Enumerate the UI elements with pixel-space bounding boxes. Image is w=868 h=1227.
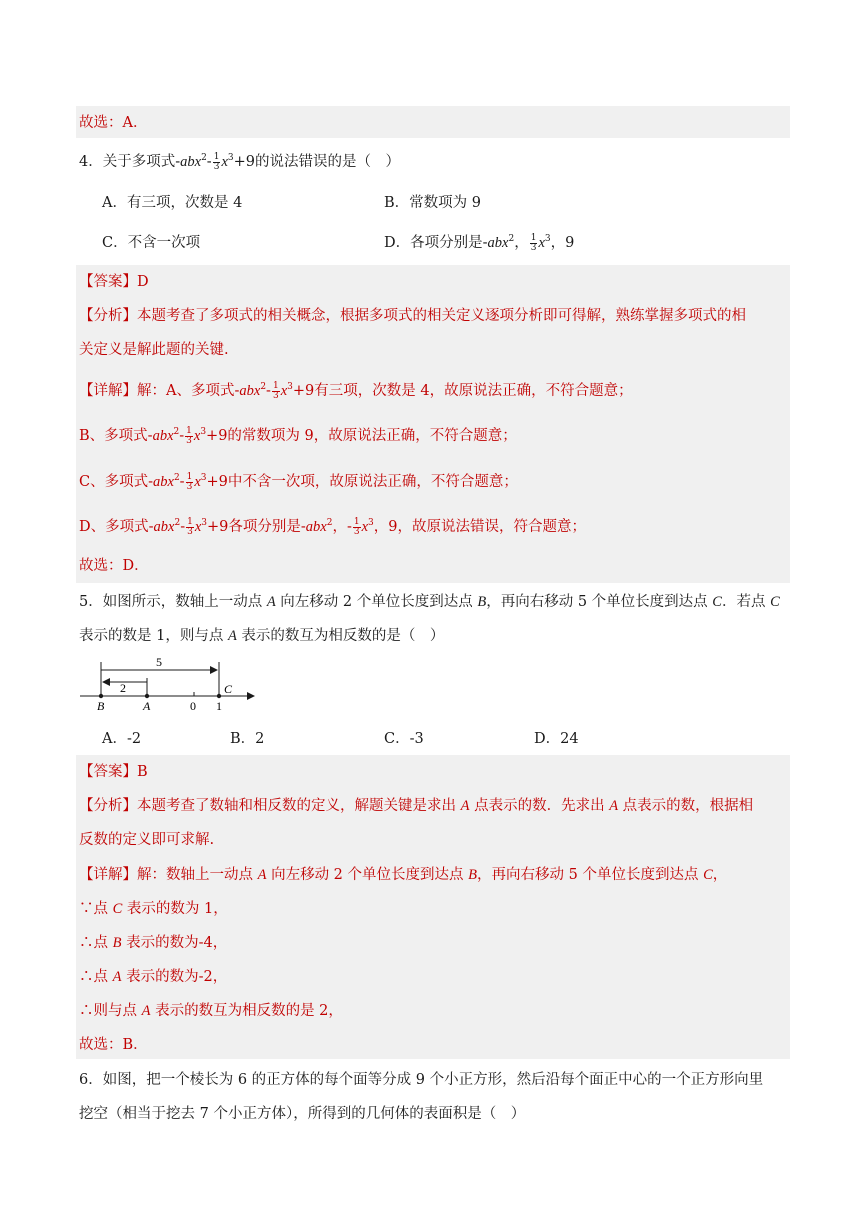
q4-analysis-line-1: 【分析】本题考查了多项式的相关概念，根据多项式的相关定义逐项分析即可得解，熟练掌握多项式的相 [79, 308, 746, 324]
label-b: B [97, 699, 105, 713]
label-0: 0 [190, 699, 196, 713]
q5-option-b: B．2 [230, 731, 265, 747]
label-2: 2 [120, 681, 126, 695]
q5-detail-line-4: ∴点 A 表示的数为-2， [79, 969, 228, 985]
q4-stem: 4．关于多项式-abx$^2$- $\frac{1}{3}$ $x^3+9$的说法错误的是（ ） [79, 151, 400, 172]
q5-analysis-line-2: 反数的定义即可求解. [79, 832, 215, 848]
q5-analysis-line-1: 【分析】本题考查了数轴和相反数的定义，解题关键是求出 A 点表示的数．先求出 A 点表示的数，根据相 [79, 798, 754, 814]
q4-detail-line-4: D、多项式-abx$^2$- $\frac{1}{3}$ $x^3+9$各项分别是-abx$^2$，- $\frac{1}{3}$ $x^3$，9，故原说法错误，符合题意； [79, 516, 587, 537]
q4-detail-line-1: 【详解】解：A、多项式-abx$^2$- $\frac{1}{3}$ $x^3+9$有三项，次数是 4，故原说法正确，不符合题意； [79, 380, 633, 401]
label-1: 1 [216, 699, 222, 713]
point-c [217, 694, 221, 698]
prev-conclusion: 故选：A． [79, 115, 148, 131]
q4-option-a: A．有三项，次数是 4 [102, 195, 243, 211]
q4-detail-line-2: B、多项式-abx$^2$- $\frac{1}{3}$ $x^3+9$的常数项为 9，故原说法正确，不符合题意； [79, 425, 517, 446]
q5-detail-line-1: 【详解】解：数轴上一动点 A 向左移动 2 个单位长度到达点 B，再向右移动 5 个单位长度到达点 C， [79, 867, 728, 883]
q4-option-d: D．各项分别是-abx$^2$， $\frac{1}{3}$ $x^3$，9 [384, 232, 575, 253]
q4-conclusion: 故选：D． [79, 558, 149, 574]
q4-option-b: B．常数项为 9 [384, 195, 481, 211]
q5-option-c: C．-3 [384, 731, 424, 747]
q5-detail-line-5: ∴则与点 A 表示的数互为相反数的是 2， [79, 1003, 343, 1019]
q5-option-a: A．-2 [102, 731, 142, 747]
point-b [99, 694, 103, 698]
q4-analysis-line-2: 关定义是解此题的关键. [79, 342, 229, 358]
q4-option-c: C．不含一次项 [102, 235, 201, 251]
q4-detail-line-3: C、多项式-abx$^2$- $\frac{1}{3}$ $x^3+9$中不含一次项，故原说法正确，不符合题意； [79, 471, 518, 492]
label-a: A [143, 699, 151, 713]
label-5: 5 [156, 655, 162, 669]
label-c: C [224, 682, 233, 696]
q5-conclusion: 故选：B． [79, 1037, 148, 1053]
q4-answer: 【答案】D [79, 274, 149, 290]
q5-detail-line-2: ∵点 C 表示的数为 1， [79, 901, 228, 917]
q6-stem-line-2: 挖空（相当于挖去 7 个小正方体），所得到的几何体的表面积是（ ） [79, 1106, 526, 1122]
q5-option-d: D．24 [534, 731, 579, 747]
q5-stem-line-2: 表示的数是 1，则与点 A 表示的数互为相反数的是（ ） [79, 628, 445, 644]
q5-detail-line-3: ∴点 B 表示的数为-4， [79, 935, 228, 951]
q5-stem-line-1: 5．如图所示，数轴上一动点 A 向左移动 2 个单位长度到达点 B，再向右移动 5 个单位长度到达点 C．若点 C [79, 594, 780, 610]
prev-solution-box [76, 106, 790, 138]
q6-stem-line-1: 6．如图，把一个棱长为 6 的正方体的每个面等分成 9 个小正方形，然后沿每个面正中心的一个正方形向里 [79, 1072, 764, 1088]
number-line-figure [76, 652, 266, 716]
q5-answer: 【答案】B [79, 764, 148, 780]
point-a [145, 694, 149, 698]
